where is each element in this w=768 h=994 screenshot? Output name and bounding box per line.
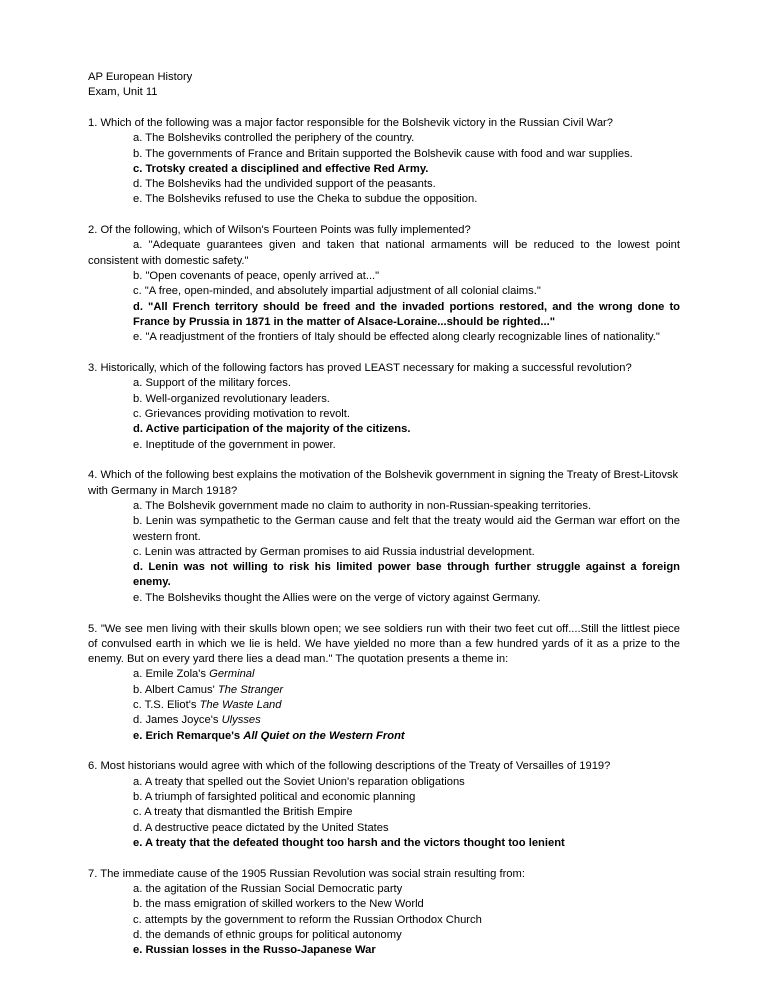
answer-option-text: b. Lenin was sympathetic to the German cause and felt that the treaty would aid the German war effort on the western front.	[133, 515, 680, 543]
answer-option[interactable]	[88, 376, 680, 391]
answer-option-text: a. A treaty that spelled out the Soviet Union's reparation obligations	[133, 775, 465, 788]
option-list	[88, 238, 680, 345]
answer-option[interactable]	[88, 913, 680, 928]
answer-option[interactable]	[88, 713, 680, 728]
question-block	[88, 867, 680, 959]
question-block	[88, 116, 680, 208]
answer-option-text: c. Trotsky created a disciplined and effective Red Army.	[133, 162, 429, 175]
answer-option-text: b. "Open covenants of peace, openly arrived at..."	[133, 270, 380, 283]
answer-option[interactable]	[88, 407, 680, 422]
answer-option[interactable]	[88, 882, 680, 897]
answer-option-text: d. The Bolsheviks had the undivided support of the peasants.	[133, 178, 436, 191]
answer-option[interactable]	[88, 269, 680, 284]
header-line-subtitle: Exam, Unit 11	[88, 86, 158, 99]
answer-option[interactable]	[88, 514, 680, 545]
answer-option[interactable]	[88, 729, 680, 744]
answer-option-text: a. The Bolshevik government made no claim to authority in non-Russian-speaking territories.	[133, 499, 592, 512]
work-title-italic: The Stranger	[217, 683, 284, 696]
answer-option-text: b. Well-organized revolutionary leaders.	[133, 392, 330, 405]
answer-option-text: d. James Joyce's	[133, 714, 222, 727]
answer-option[interactable]	[88, 392, 680, 407]
question-stem: 2. Of the following, which of Wilson's Fourteen Points was fully implemented?	[88, 224, 471, 237]
answer-option[interactable]	[88, 192, 680, 207]
question-block	[88, 468, 680, 606]
answer-option[interactable]	[88, 330, 680, 345]
answer-option[interactable]	[88, 928, 680, 943]
answer-option-text: a. Support of the military forces.	[133, 377, 291, 390]
answer-option[interactable]	[88, 284, 680, 299]
question-stem: 7. The immediate cause of the 1905 Russian Revolution was social strain resulting from:	[88, 867, 525, 880]
answer-option-text: c. "A free, open-minded, and absolutely impartial adjustment of all colonial claims."	[133, 285, 541, 298]
option-list	[88, 882, 680, 958]
answer-option-text: c. attempts by the government to reform the Russian Orthodox Church	[133, 913, 482, 926]
answer-option[interactable]	[88, 897, 680, 912]
answer-option[interactable]	[88, 591, 680, 606]
answer-option-text: c. T.S. Eliot's	[133, 699, 200, 711]
answer-option[interactable]	[88, 147, 680, 162]
answer-option-text: b. the mass emigration of skilled workers to the New World	[133, 898, 424, 911]
answer-option-text: d. Lenin was not willing to risk his limited power base through further struggle against a foreign enemy.	[133, 561, 680, 589]
answer-option-text: a. the agitation of the Russian Social Democratic party	[133, 882, 403, 895]
answer-option[interactable]	[88, 131, 680, 146]
answer-option-text: d. A destructive peace dictated by the United States	[133, 821, 389, 834]
answer-option[interactable]	[88, 821, 680, 836]
question-block	[88, 361, 680, 453]
question-stem: 5. "We see men living with their skulls blown open; we see soldiers run with their two feet cut off....Still the littlest piece of convulsed earth in which we lie is held. We have yielded no more than a few hundred yards of it as a prize to the enemy. But on every yard there lies a dead man." The quotation presents a theme in:	[88, 622, 680, 666]
answer-option[interactable]	[88, 238, 680, 269]
answer-option-text: c. Grievances providing motivation to revolt.	[133, 407, 351, 420]
work-title-italic: The Waste Land	[199, 699, 282, 711]
option-list	[88, 499, 680, 606]
answer-option-text: e. A treaty that the defeated thought too harsh and the victors thought too lenient	[133, 836, 565, 849]
answer-option-text: e. Erich Remarque's	[133, 729, 244, 742]
answer-option[interactable]	[88, 300, 680, 331]
work-title-italic: All Quiet on the Western Front	[243, 729, 405, 742]
answer-option-text: a. "Adequate guarantees given and taken that national armaments will be reduced to the lowest point consistent with domestic safety."	[88, 239, 680, 267]
answer-option[interactable]	[88, 177, 680, 192]
questions-container	[88, 116, 680, 959]
answer-option[interactable]	[88, 560, 680, 591]
answer-option[interactable]	[88, 775, 680, 790]
question-stem: 6. Most historians would agree with which of the following descriptions of the Treaty of Versailles of 1919?	[88, 760, 611, 773]
question-block	[88, 622, 680, 744]
answer-option-text: d. "All French territory should be freed and the invaded portions restored, and the wrong done to France by Prussia in 1871 in the matter of Alsace-Loraine...should be righted..."	[133, 300, 680, 328]
answer-option-text: d. Active participation of the majority of the citizens.	[133, 423, 411, 436]
option-list	[88, 131, 680, 207]
option-list	[88, 376, 680, 452]
answer-option[interactable]	[88, 499, 680, 514]
question-stem: 4. Which of the following best explains the motivation of the Bolshevik government in signing the Treaty of Brest-Litovsk with Germany in March 1918?	[88, 469, 679, 497]
document-header	[88, 70, 680, 100]
answer-option-text: e. The Bolsheviks thought the Allies were on the verge of victory against Germany.	[133, 591, 541, 604]
answer-option[interactable]	[88, 683, 680, 698]
answer-option[interactable]	[88, 698, 680, 713]
answer-option-text: b. A triumph of farsighted political and economic planning	[133, 790, 416, 803]
answer-option-text: c. Lenin was attracted by German promises to aid Russia industrial development.	[133, 545, 535, 558]
answer-option[interactable]	[88, 836, 680, 851]
answer-option[interactable]	[88, 790, 680, 805]
answer-option[interactable]	[88, 943, 680, 958]
answer-option[interactable]	[88, 438, 680, 453]
answer-option-text: a. Emile Zola's	[133, 668, 210, 681]
header-line-title: AP European History	[88, 71, 193, 83]
question-block	[88, 223, 680, 345]
answer-option-text: b. The governments of France and Britain supported the Bolshevik cause with food and war supplies.	[133, 147, 633, 160]
answer-option-text: e. The Bolsheviks refused to use the Cheka to subdue the opposition.	[133, 193, 478, 206]
answer-option[interactable]	[88, 667, 680, 682]
answer-option[interactable]	[88, 422, 680, 437]
work-title-italic: Ulysses	[221, 714, 261, 727]
answer-option[interactable]	[88, 805, 680, 820]
answer-option[interactable]	[88, 162, 680, 177]
answer-option-text: b. Albert Camus'	[133, 683, 218, 696]
work-title-italic: Germinal	[209, 668, 255, 681]
answer-option-text: a. The Bolsheviks controlled the periphery of the country.	[133, 132, 415, 145]
question-stem: 1. Which of the following was a major factor responsible for the Bolshevik victory in the Russian Civil War?	[88, 116, 613, 129]
option-list	[88, 775, 680, 851]
answer-option[interactable]	[88, 545, 680, 560]
option-list	[88, 667, 680, 743]
question-stem: 3. Historically, which of the following factors has proved LEAST necessary for making a successful revolution?	[88, 362, 632, 375]
question-block	[88, 759, 680, 851]
answer-option-text: e. "A readjustment of the frontiers of Italy should be effected along clearly recognizable lines of nationality."	[133, 331, 660, 344]
answer-option-text: e. Ineptitude of the government in power.	[133, 438, 336, 451]
answer-option-text: e. Russian losses in the Russo-Japanese War	[133, 944, 376, 957]
answer-option-text: d. the demands of ethnic groups for political autonomy	[133, 928, 402, 941]
answer-option-text: c. A treaty that dismantled the British Empire	[133, 806, 353, 819]
